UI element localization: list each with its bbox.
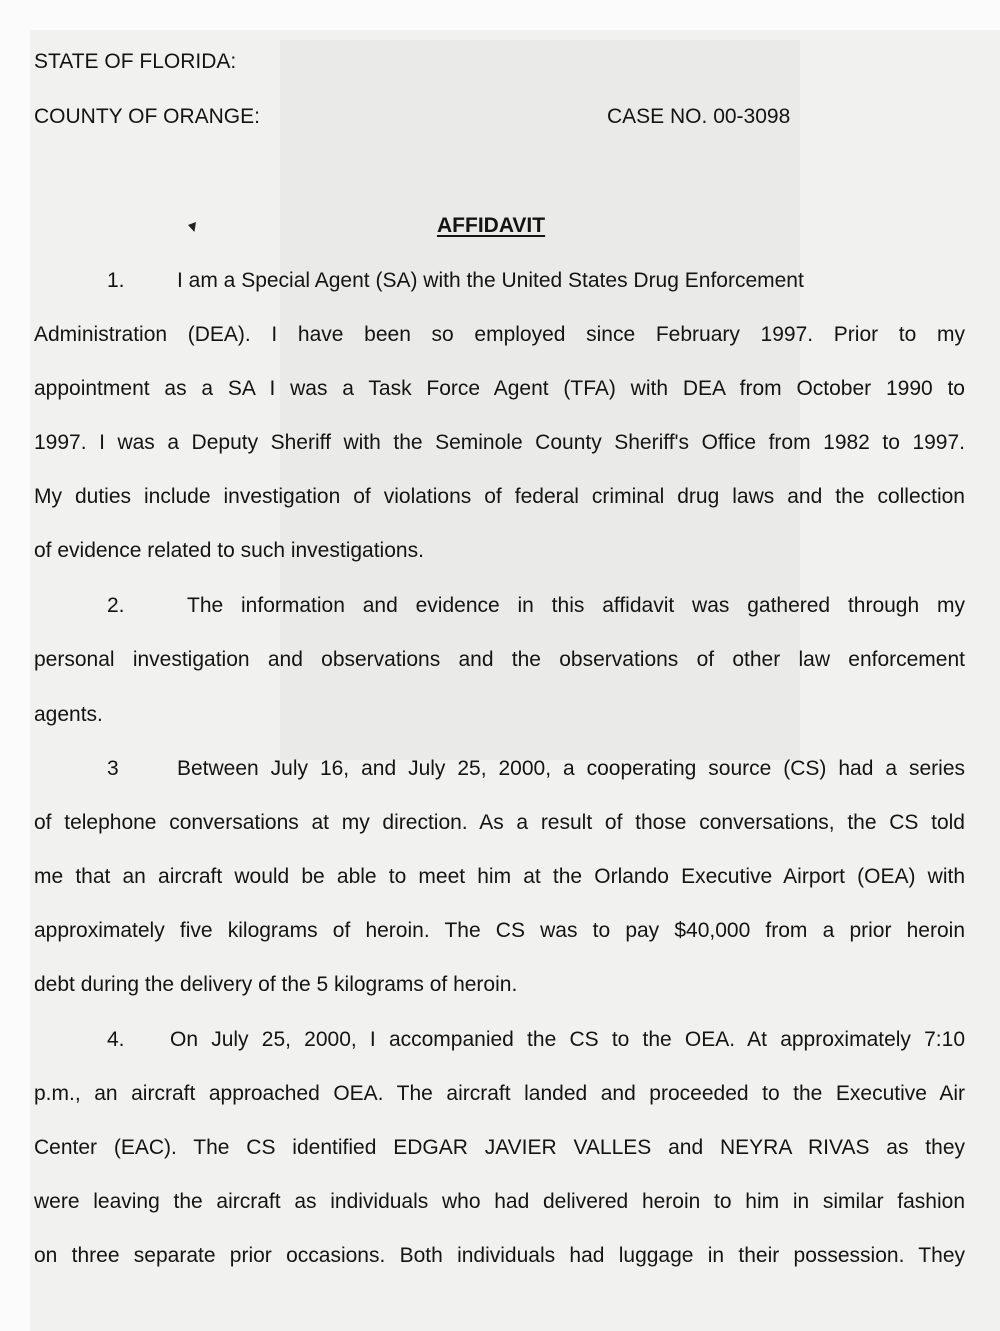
paragraph-3-line-4: approximately five kilograms of heroin. The CS was to pay $40,000 from a prior heroin bbox=[34, 919, 965, 942]
paragraph-4-line-2: p.m., an aircraft approached OEA. The aircraft landed and proceeded to the Executive Air bbox=[34, 1082, 965, 1105]
paragraph-3-line-2: of telephone conversations at my direction. As a result of those conversations, the CS told bbox=[34, 811, 965, 834]
county-line: COUNTY OF ORANGE: bbox=[34, 105, 260, 128]
paragraph-1-line-2: Administration (DEA). I have been so employed since February 1997. Prior to my bbox=[34, 323, 965, 346]
paragraph-4-line-5: on three separate prior occasions. Both individuals had luggage in their possession. They bbox=[34, 1244, 965, 1267]
paragraph-1-line-4: 1997. I was a Deputy Sheriff with the Seminole County Sheriff's Office from 1982 to 1997. bbox=[34, 431, 965, 454]
paragraph-3-line-5: debt during the delivery of the 5 kilograms of heroin. bbox=[34, 973, 518, 996]
document-title: AFFIDAVIT bbox=[437, 214, 546, 237]
paragraph-1-number: 1. bbox=[107, 269, 125, 292]
state-line: STATE OF FLORIDA: bbox=[34, 50, 237, 73]
paragraph-2-line-3: agents. bbox=[34, 703, 103, 726]
paragraph-4-number: 4. bbox=[107, 1028, 125, 1051]
paragraph-3-line-3: me that an aircraft would be able to meet him at the Orlando Executive Airport (OEA) with bbox=[34, 865, 965, 888]
paragraph-4-line-4: were leaving the aircraft as individuals who had delivered heroin to him in similar fashion bbox=[34, 1190, 965, 1213]
paragraph-3-line-1: Between July 16, and July 25, 2000, a cooperating source (CS) had a series bbox=[177, 757, 965, 780]
paragraph-4-line-1: On July 25, 2000, I accompanied the CS to the OEA. At approximately 7:10 bbox=[170, 1028, 965, 1051]
paragraph-1-line-6: of evidence related to such investigations. bbox=[34, 539, 424, 562]
paragraph-4-line-3: Center (EAC). The CS identified EDGAR JAVIER VALLES and NEYRA RIVAS as they bbox=[34, 1136, 965, 1159]
paragraph-2-number: 2. bbox=[107, 594, 125, 617]
paragraph-1-line-1: I am a Special Agent (SA) with the United States Drug Enforcement bbox=[177, 269, 804, 292]
paragraph-2-line-2: personal investigation and observations and the observations of other law enforcement bbox=[34, 648, 965, 671]
case-number: CASE NO. 00-3098 bbox=[607, 105, 791, 128]
paragraph-3-number: 3 bbox=[107, 757, 119, 780]
paragraph-2-line-1: The information and evidence in this affidavit was gathered through my bbox=[187, 594, 965, 617]
paragraph-1-line-3: appointment as a SA I was a Task Force Agent (TFA) with DEA from October 1990 to bbox=[34, 377, 965, 400]
paragraph-1-line-5: My duties include investigation of violations of federal criminal drug laws and the collection bbox=[34, 485, 965, 508]
